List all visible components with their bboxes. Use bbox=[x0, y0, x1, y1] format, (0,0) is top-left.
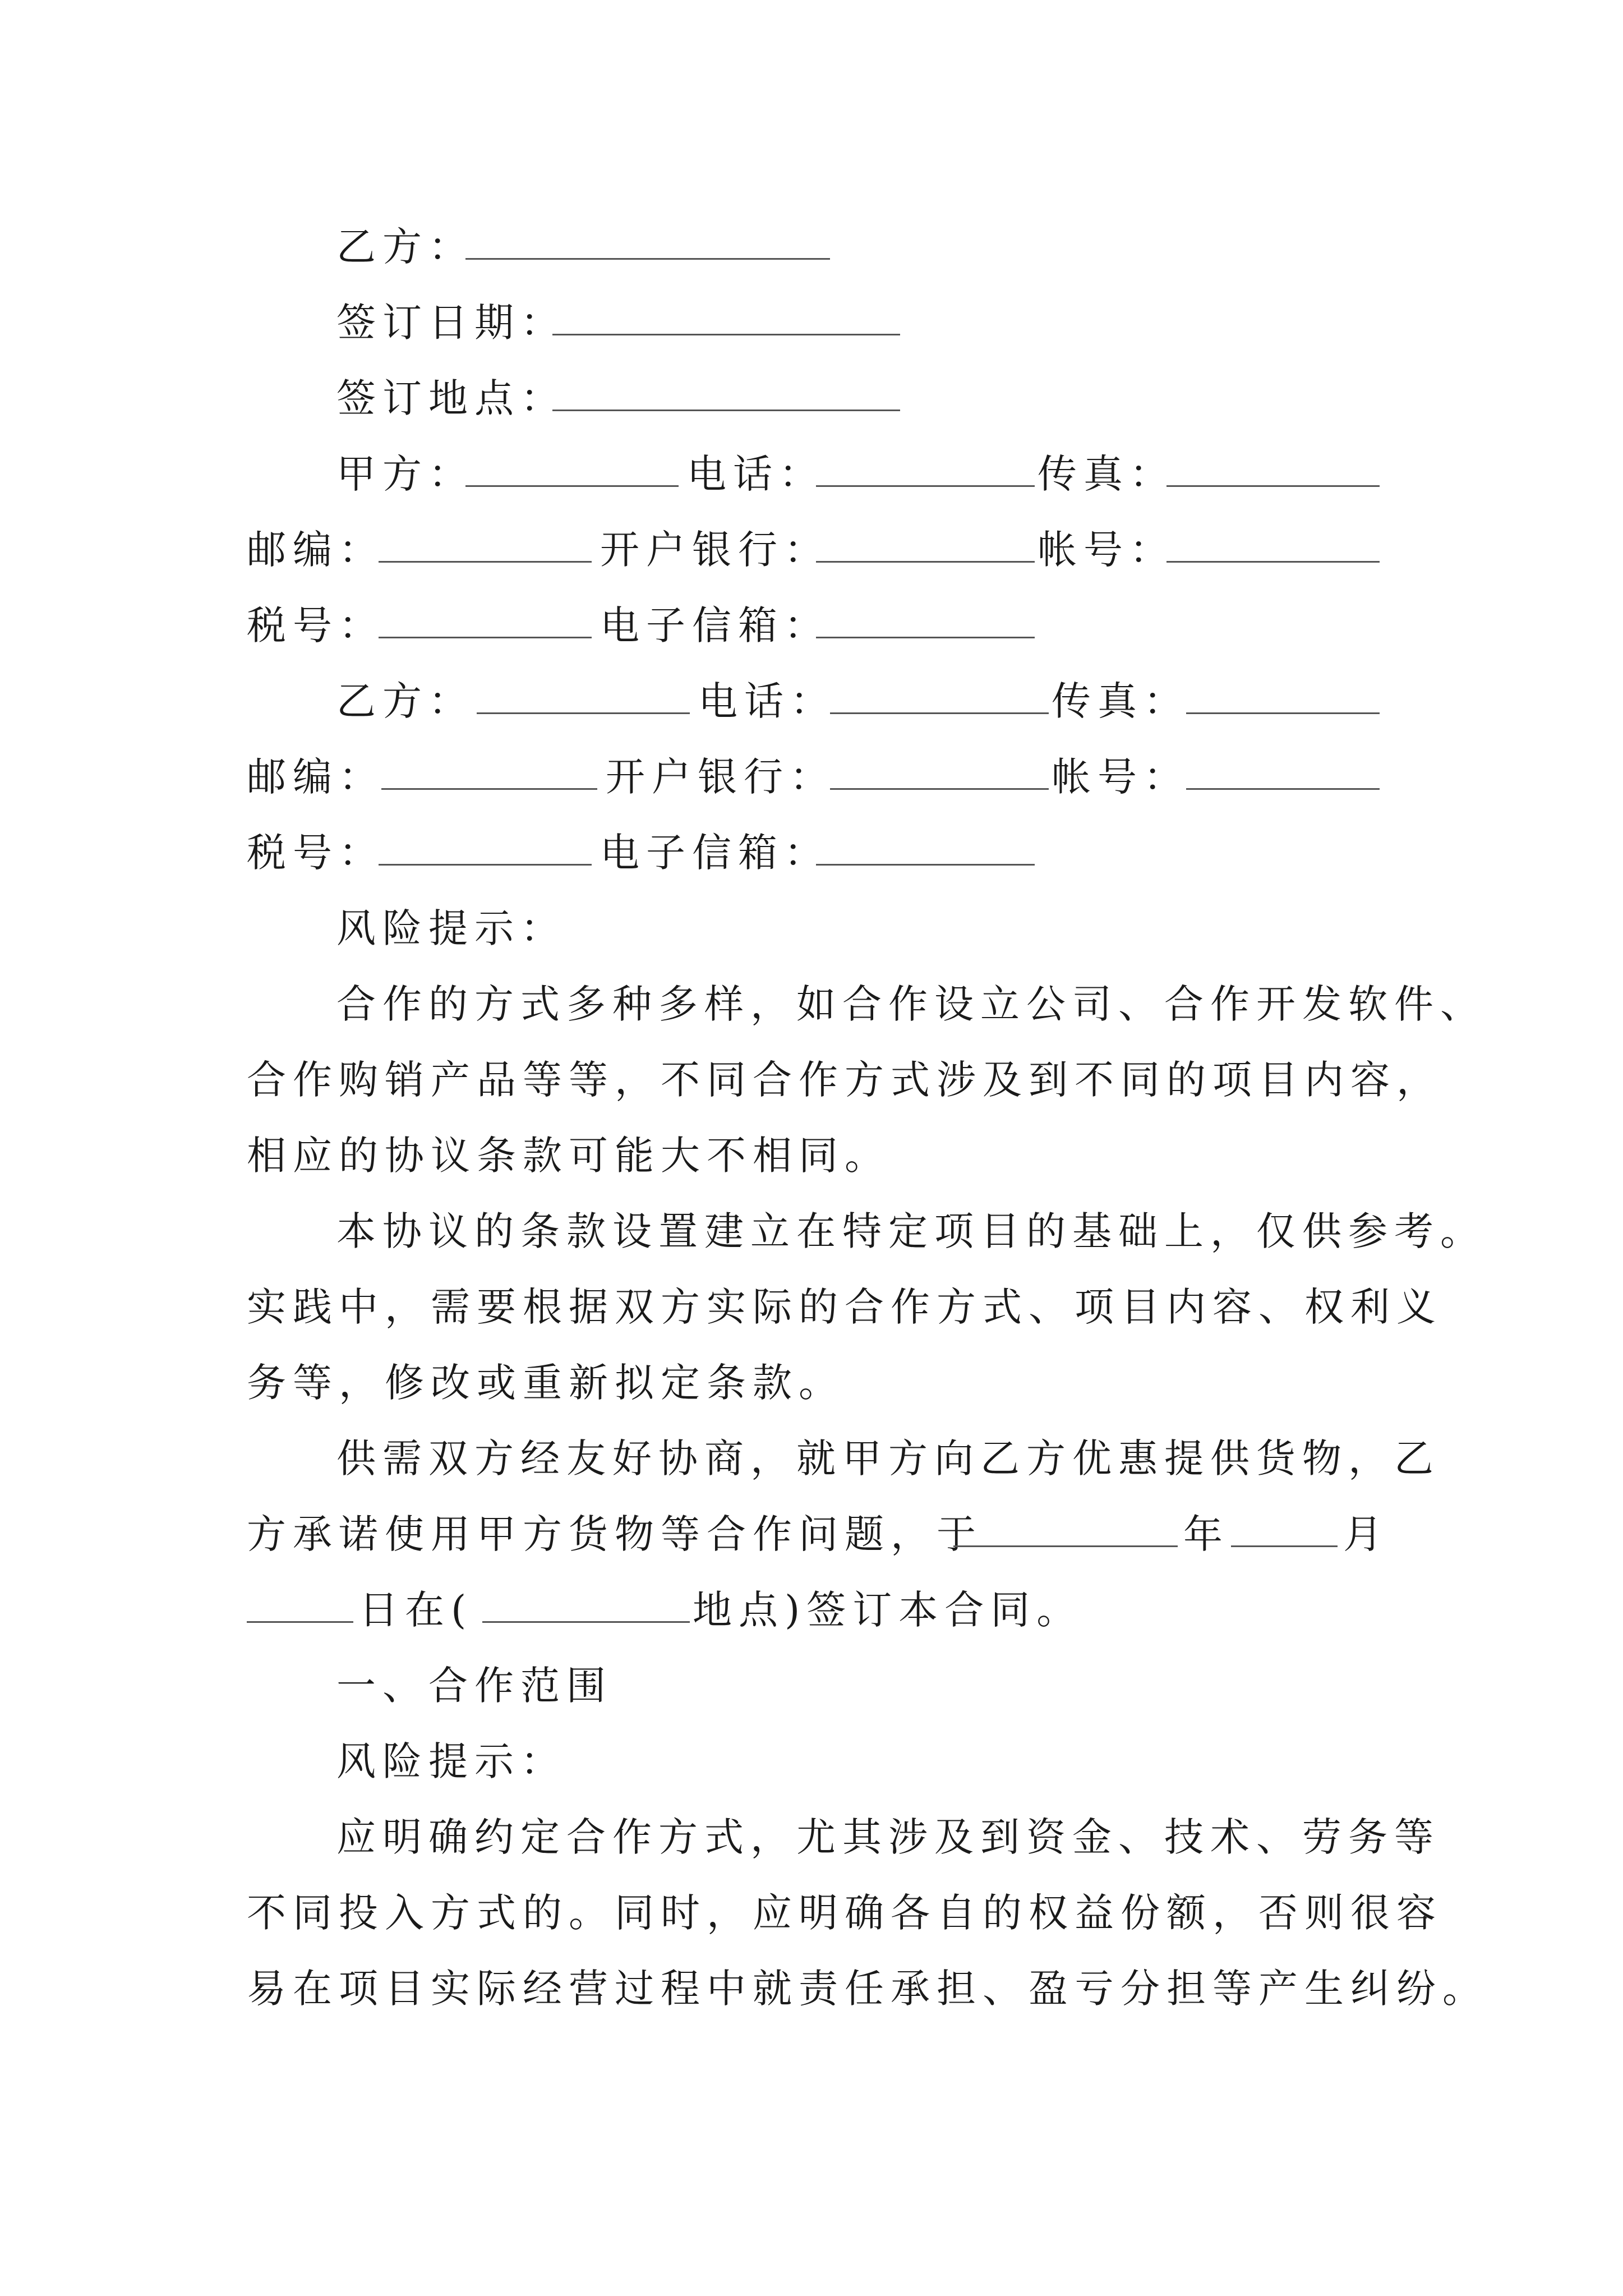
section1-l1: 应明确约定合作方式，尤其涉及到资金、技术、劳务等 bbox=[336, 1814, 1440, 1860]
party-b-account-blank bbox=[1186, 788, 1380, 790]
party-a-email-blank bbox=[816, 637, 1035, 638]
party-b-account bbox=[1052, 746, 1189, 808]
party-a-bank-blank bbox=[816, 561, 1035, 563]
sign-place-blank bbox=[552, 409, 900, 411]
risk-title-1: 风险提示： bbox=[336, 905, 566, 951]
intro-year: 年 bbox=[1183, 1511, 1229, 1557]
party-b-bank-label: 开户银行： bbox=[606, 754, 836, 800]
party-a-phone bbox=[687, 443, 825, 505]
party-a-postcode bbox=[247, 519, 385, 581]
year-blank bbox=[953, 1545, 1178, 1547]
party-a-blank bbox=[465, 485, 679, 487]
sign-date-line bbox=[336, 292, 566, 353]
party-b-blank bbox=[465, 258, 830, 260]
party-a-email-label: 电子信箱： bbox=[600, 602, 830, 648]
risk1-p1-l3: 相应的协议条款可能大不相同。 bbox=[247, 1133, 891, 1179]
party-b-postcode-label: 邮编： bbox=[247, 754, 385, 800]
party-b-phone-label: 电话： bbox=[698, 678, 836, 724]
section1-risk-title: 风险提示： bbox=[336, 1738, 566, 1784]
day-blank bbox=[247, 1621, 353, 1623]
party-a-tax-blank bbox=[379, 637, 592, 638]
party-b-blank2 bbox=[477, 712, 690, 714]
party-a-email bbox=[600, 595, 830, 656]
intro-l1: 供需双方经友好协商，就甲方向乙方优惠提供货物，乙 bbox=[336, 1435, 1440, 1481]
party-b-email-blank bbox=[816, 864, 1035, 866]
party-b-fax bbox=[1052, 670, 1189, 732]
party-a-account-label: 帐号： bbox=[1038, 527, 1175, 573]
month-blank bbox=[1231, 1545, 1338, 1547]
section1-l3: 易在项目实际经营过程中就责任承担、盈亏分担等产生纠纷。 bbox=[247, 1966, 1488, 2012]
risk1-p1-l1: 合作的方式多种多样，如合作设立公司、合作开发软件、 bbox=[336, 981, 1486, 1027]
section1-l2: 不同投入方式的。同时，应明确各自的权益份额，否则很容 bbox=[247, 1890, 1442, 1936]
party-a-fax-label: 传真： bbox=[1038, 451, 1175, 497]
party-a-account-blank bbox=[1166, 561, 1380, 563]
risk1-p2-l3: 务等，修改或重新拟定条款。 bbox=[247, 1360, 845, 1406]
party-a-account bbox=[1038, 519, 1175, 581]
party-a-tax-label: 税号： bbox=[247, 602, 385, 648]
party-b-account-label: 帐号： bbox=[1052, 754, 1189, 800]
intro-l2-a: 方承诺使用甲方货物等合作问题，于 bbox=[247, 1511, 983, 1557]
sign-date-blank bbox=[552, 334, 900, 335]
party-a-bank-label: 开户银行： bbox=[600, 527, 830, 573]
intro-place: 地点)签订本合同。 bbox=[693, 1587, 1083, 1633]
sign-place-line bbox=[336, 367, 566, 429]
party-a-phone-blank bbox=[816, 485, 1035, 487]
place-blank bbox=[482, 1621, 690, 1623]
party-b-tax-blank bbox=[379, 864, 592, 866]
party-b-fax-blank bbox=[1186, 712, 1380, 714]
party-a-bank bbox=[600, 519, 830, 581]
party-b-bank-blank bbox=[830, 788, 1049, 790]
party-b-phone bbox=[698, 670, 836, 732]
section1-title: 一、合作范围 bbox=[336, 1663, 612, 1709]
sign-place-label: 签订地点： bbox=[336, 375, 566, 421]
party-b-tax bbox=[247, 822, 385, 884]
party-a-phone-label: 电话： bbox=[687, 451, 825, 497]
party-a-fax bbox=[1038, 443, 1175, 505]
party-b-postcode bbox=[247, 746, 385, 808]
header-party-b-line bbox=[336, 216, 474, 278]
risk1-p2-l2: 实践中，需要根据双方实际的合作方式、项目内容、权利义 bbox=[247, 1284, 1442, 1330]
party-b-label2: 乙方： bbox=[336, 678, 474, 724]
intro-day: 日在( bbox=[359, 1587, 473, 1633]
party-b-bank bbox=[606, 746, 836, 808]
party-a-label: 甲方： bbox=[336, 451, 474, 497]
intro-month: 月 bbox=[1343, 1511, 1389, 1557]
risk1-p2-l1: 本协议的条款设置建立在特定项目的基础上，仅供参考。 bbox=[336, 1208, 1486, 1254]
party-b-fax-label: 传真： bbox=[1052, 678, 1189, 724]
risk1-p1-l2: 合作购销产品等等，不同合作方式涉及到不同的项目内容， bbox=[247, 1057, 1442, 1103]
party-b-label: 乙方： bbox=[336, 224, 474, 270]
party-b-email-label: 电子信箱： bbox=[600, 830, 830, 876]
party-a-line bbox=[336, 443, 474, 505]
party-b-phone-blank bbox=[830, 712, 1049, 714]
party-b-line2 bbox=[336, 670, 474, 732]
party-b-email bbox=[600, 822, 830, 884]
party-a-fax-blank bbox=[1166, 485, 1380, 487]
party-b-tax-label: 税号： bbox=[247, 830, 385, 876]
party-a-postcode-blank bbox=[379, 561, 592, 563]
party-a-postcode-label: 邮编： bbox=[247, 527, 385, 573]
sign-date-label: 签订日期： bbox=[336, 300, 566, 346]
party-a-tax bbox=[247, 595, 385, 656]
party-b-postcode-blank bbox=[381, 788, 597, 790]
